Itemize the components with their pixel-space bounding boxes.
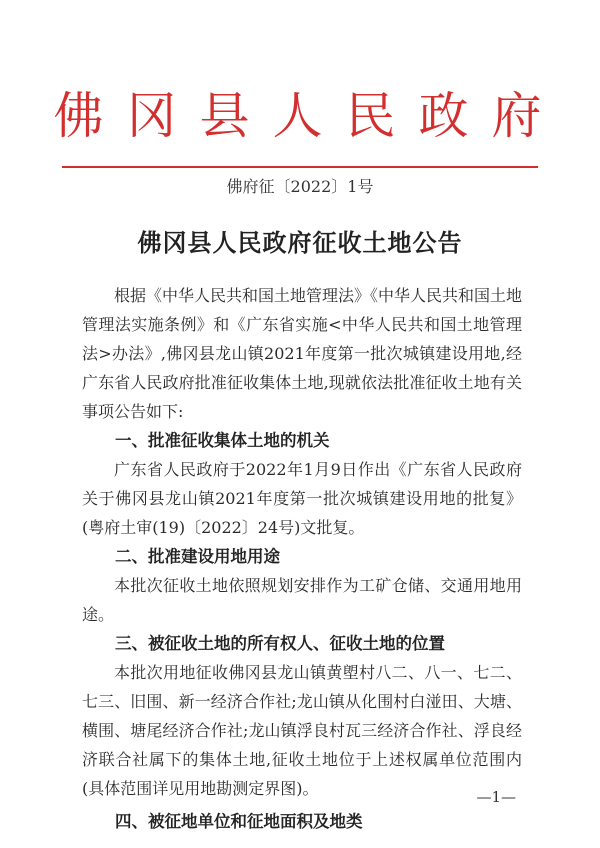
red-separator-line bbox=[62, 166, 538, 168]
section-heading-3: 三、被征收土地的所有权人、征收土地的位置 bbox=[115, 634, 445, 653]
section-text-2: 本批次征收土地依照规划安排作为工矿仓储、交通用地用途。 bbox=[82, 576, 522, 624]
issuing-authority-header: 佛冈县人民政府 bbox=[53, 87, 565, 145]
section-heading-2: 二、批准建设用地用途 bbox=[115, 547, 280, 566]
document-title: 佛冈县人民政府征收土地公告 bbox=[137, 228, 463, 257]
document-number: 佛府征〔2022〕1号 bbox=[226, 177, 374, 196]
document-body bbox=[82, 281, 522, 836]
intro-paragraph: 根据《中华人民共和国土地管理法》《中华人民共和国土地管理法实施条例》和《广东省实施<中华人民共和国土地管理法>办法》,佛冈县龙山镇2021年度第一批次城镇建设用地,经广东省人民政府批准征收集体土地,现就依法批准征收土地有关事项公告如下: bbox=[82, 286, 523, 421]
section-text-1: 广东省人民政府于2022年1月9日作出《广东省人民政府关于佛冈县龙山镇2021年度第一批次城镇建设用地的批复》(粤府土审(19)〔2022〕24号)文批复。 bbox=[82, 460, 522, 537]
section-text-3: 本批次用地征收佛冈县龙山镇黄塱村八二、八一、七二、七三、旧围、新一经济合作社;龙山镇从化围村白湴田、大塘、横围、塘尾经济合作社;龙山镇浮良村瓦三经济合作社、浮良经济联合社属下的集体土地,征收土地位于上述权属单位范围内(具体范围详见用地勘测定界图)。 bbox=[82, 663, 522, 798]
section-heading-1: 一、批准征收集体土地的机关 bbox=[115, 431, 330, 450]
section-heading-4: 四、被征地单位和征地面积及地类 bbox=[115, 812, 363, 831]
page-number: —1— bbox=[476, 788, 516, 806]
